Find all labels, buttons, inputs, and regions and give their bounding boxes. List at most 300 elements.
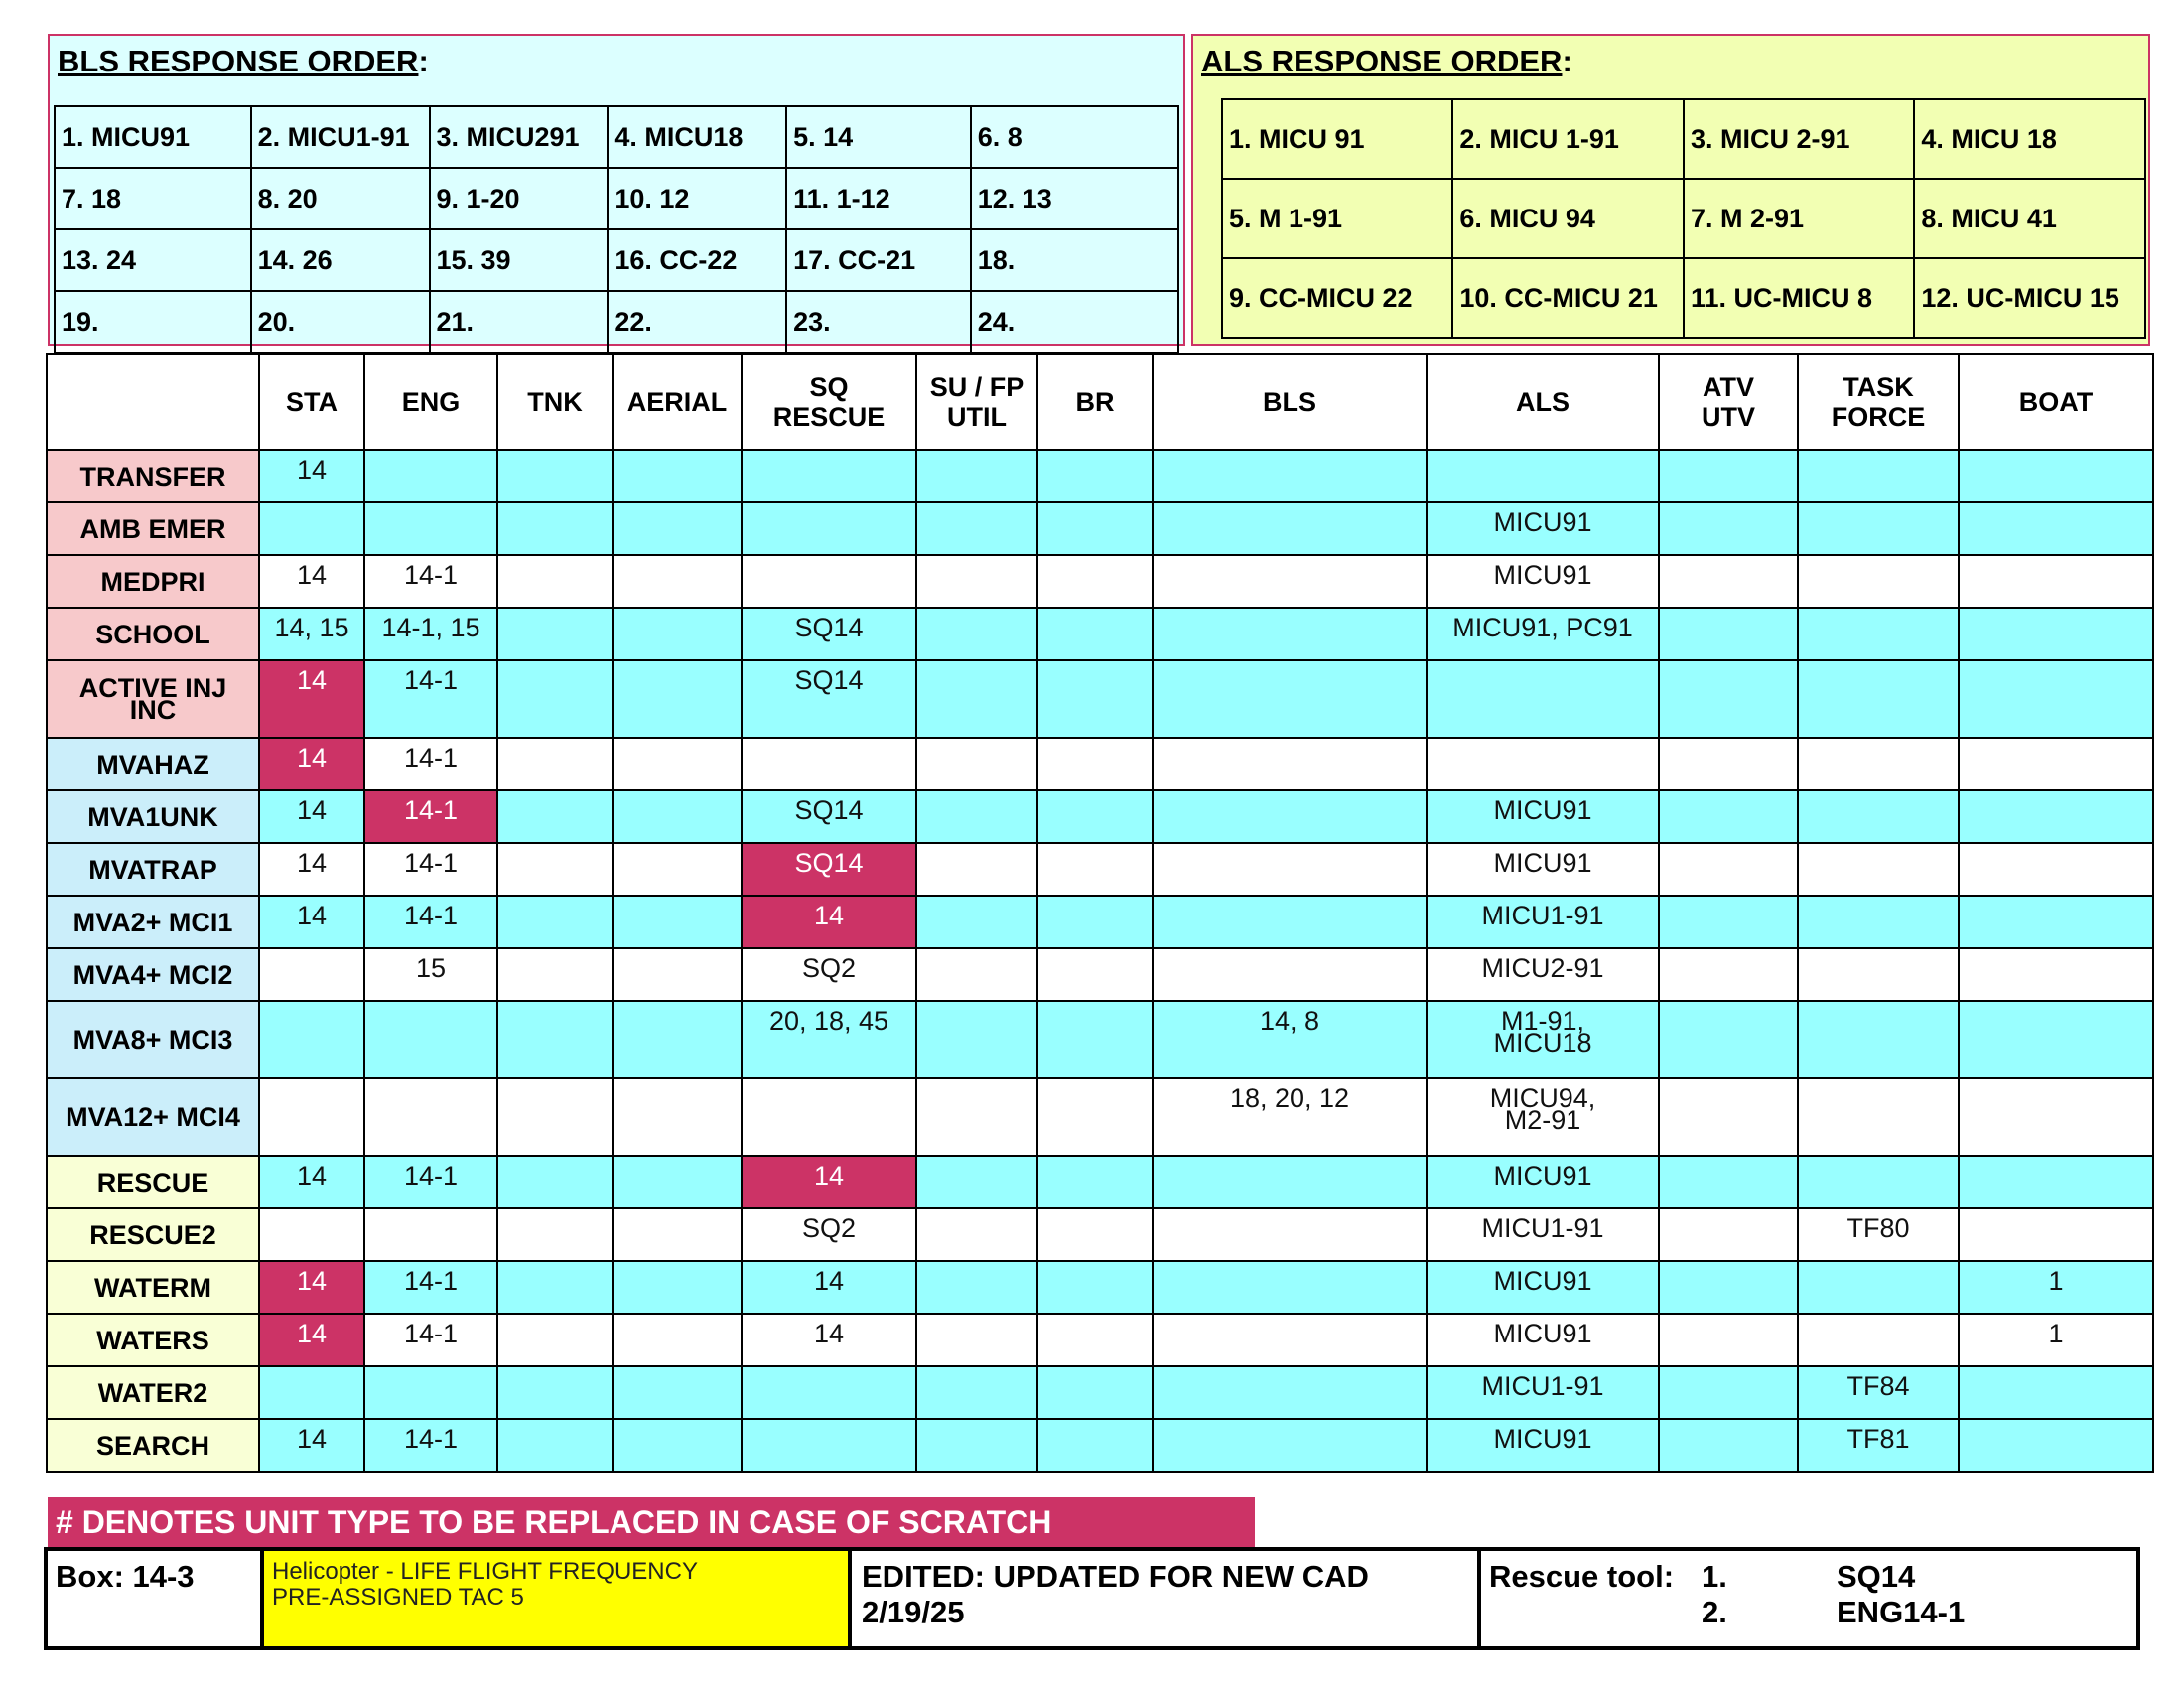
footer-info-bar: [44, 1547, 2140, 1650]
grid-cell: [1798, 1001, 1959, 1078]
grid-cell: [1153, 1366, 1427, 1419]
grid-row: [47, 896, 2153, 948]
grid-cell: [497, 1314, 613, 1366]
grid-column-header: ENG: [364, 354, 497, 450]
grid-cell: MICU1-91: [1427, 1208, 1659, 1261]
grid-cell: [613, 608, 742, 660]
als-order-cell: 3. MICU 2-91: [1684, 99, 1914, 179]
rescue-tool-number: 1.: [1702, 1559, 1727, 1594]
grid-cell: MICU91: [1427, 843, 1659, 896]
grid-cell: 18, 20, 12: [1153, 1078, 1427, 1156]
grid-cell: 14-1: [364, 1261, 497, 1314]
grid-cell: [613, 660, 742, 738]
grid-cell: [742, 1078, 916, 1156]
bls-order-title: BLS RESPONSE ORDER:: [58, 44, 429, 78]
bls-order-row: [55, 291, 1178, 352]
grid-cell: 14: [259, 1261, 364, 1314]
grid-cell: [497, 896, 613, 948]
grid-cell: [1959, 502, 2153, 555]
grid-cell: [1659, 1208, 1798, 1261]
grid-cell: [1798, 843, 1959, 896]
bls-order-row: [55, 106, 1178, 168]
grid-row: [47, 555, 2153, 608]
grid-cell: [1798, 555, 1959, 608]
grid-cell: [1037, 1419, 1153, 1472]
grid-cell: [1659, 555, 1798, 608]
grid-cell: 14-1: [364, 555, 497, 608]
grid-cell: 14: [259, 1419, 364, 1472]
grid-cell: [497, 948, 613, 1001]
grid-cell: [497, 1078, 613, 1156]
grid-row: [47, 1314, 2153, 1366]
grid-cell: MICU94, M2-91: [1427, 1078, 1659, 1156]
grid-cell: SQ14: [742, 608, 916, 660]
grid-cell: 14, 8: [1153, 1001, 1427, 1078]
grid-cell: 14: [259, 1156, 364, 1208]
bls-order-cell: 23.: [786, 291, 971, 352]
grid-cell: [1959, 1078, 2153, 1156]
grid-cell: MICU91: [1427, 1261, 1659, 1314]
grid-cell: [1427, 660, 1659, 738]
grid-cell: [1659, 1261, 1798, 1314]
grid-column-header: BR: [1037, 354, 1153, 450]
grid-cell: [1659, 608, 1798, 660]
grid-cell: 14: [259, 1314, 364, 1366]
grid-cell: 14-1: [364, 1314, 497, 1366]
grid-cell: 14: [259, 790, 364, 843]
als-response-order: [1191, 34, 2150, 346]
bls-order-cell: 24.: [971, 291, 1178, 352]
grid-cell: 1: [1959, 1261, 2153, 1314]
rescue-tool-row-2: [1489, 1595, 2136, 1630]
grid-cell: [497, 1261, 613, 1314]
grid-cell: M1-91, MICU18: [1427, 1001, 1659, 1078]
grid-cell: TF81: [1798, 1419, 1959, 1472]
grid-cell: [259, 1366, 364, 1419]
grid-cell: [1037, 1001, 1153, 1078]
rescue-tool-unit: SQ14: [1837, 1559, 1916, 1594]
grid-cell: 14: [742, 896, 916, 948]
edited-date: 2/19/25: [862, 1595, 965, 1629]
grid-cell: [916, 1156, 1037, 1208]
grid-cell: [1659, 1078, 1798, 1156]
grid-cell: [1153, 896, 1427, 948]
grid-row: [47, 1366, 2153, 1419]
grid-cell: [259, 948, 364, 1001]
grid-cell: [1153, 948, 1427, 1001]
grid-cell: [1798, 660, 1959, 738]
grid-row: [47, 1001, 2153, 1078]
grid-row: [47, 738, 2153, 790]
grid-row: [47, 790, 2153, 843]
grid-cell: [613, 1314, 742, 1366]
grid-cell: 14: [259, 555, 364, 608]
grid-cell: [613, 1366, 742, 1419]
grid-cell: [1659, 660, 1798, 738]
grid-cell: [497, 1419, 613, 1472]
bls-order-cell: 9. 1-20: [430, 168, 609, 229]
rescue-tool-number: 2.: [1702, 1595, 1727, 1629]
grid-cell: [916, 1078, 1037, 1156]
grid-cell: [1959, 1419, 2153, 1472]
grid-cell: [497, 738, 613, 790]
grid-cell: 14-1: [364, 790, 497, 843]
grid-cell: [916, 1314, 1037, 1366]
grid-cell: [1798, 896, 1959, 948]
grid-cell: 15: [364, 948, 497, 1001]
grid-cell: [613, 1208, 742, 1261]
grid-cell: [613, 738, 742, 790]
row-label: ACTIVE INJ INC: [47, 660, 259, 738]
grid-cell: 20, 18, 45: [742, 1001, 916, 1078]
grid-cell: [1659, 1314, 1798, 1366]
row-label: MVA2+ MCI1: [47, 896, 259, 948]
grid-cell: 14-1, 15: [364, 608, 497, 660]
row-label: MVA4+ MCI2: [47, 948, 259, 1001]
grid-cell: [1037, 843, 1153, 896]
grid-cell: MICU91: [1427, 555, 1659, 608]
als-order-cell: 9. CC-MICU 22: [1222, 258, 1452, 338]
grid-cell: [613, 1419, 742, 1472]
bls-order-table: [54, 105, 1179, 353]
bls-order-cell: 17. CC-21: [786, 229, 971, 291]
als-order-cell: 11. UC-MICU 8: [1684, 258, 1914, 338]
grid-cell: [916, 502, 1037, 555]
grid-column-header: STA: [259, 354, 364, 450]
rescue-tool-label: Rescue tool:: [1489, 1559, 1675, 1594]
grid-cell: 14: [742, 1156, 916, 1208]
grid-cell: MICU91, PC91: [1427, 608, 1659, 660]
grid-cell: 14-1: [364, 1419, 497, 1472]
grid-column-header: ATV UTV: [1659, 354, 1798, 450]
grid-column-header: BOAT: [1959, 354, 2153, 450]
grid-cell: [1427, 450, 1659, 502]
grid-cell: [497, 843, 613, 896]
grid-cell: [1659, 1366, 1798, 1419]
bls-order-cell: 20.: [251, 291, 430, 352]
grid-cell: [613, 896, 742, 948]
grid-cell: [497, 502, 613, 555]
als-order-cell: 12. UC-MICU 15: [1914, 258, 2145, 338]
row-label: WATERS: [47, 1314, 259, 1366]
grid-cell: [497, 1366, 613, 1419]
grid-cell: [1659, 896, 1798, 948]
grid-row: [47, 1419, 2153, 1472]
grid-cell: SQ14: [742, 660, 916, 738]
grid-cell: [1659, 1156, 1798, 1208]
als-order-cell: 10. CC-MICU 21: [1452, 258, 1684, 338]
box-number: Box: 14-3: [48, 1551, 264, 1646]
grid-cell: [742, 502, 916, 555]
grid-cell: [613, 1001, 742, 1078]
bls-order-cell: 15. 39: [430, 229, 609, 291]
grid-cell: [916, 843, 1037, 896]
grid-cell: MICU91: [1427, 1419, 1659, 1472]
als-order-cell: 7. M 2-91: [1684, 179, 1914, 258]
grid-row: [47, 1208, 2153, 1261]
grid-cell: [1037, 896, 1153, 948]
rescue-tool-row-1: [1489, 1559, 2136, 1595]
grid-cell: [613, 502, 742, 555]
als-order-row: [1222, 179, 2145, 258]
grid-cell: [1037, 450, 1153, 502]
bls-order-cell: 21.: [430, 291, 609, 352]
grid-column-header: AERIAL: [613, 354, 742, 450]
grid-cell: [742, 1366, 916, 1419]
grid-cell: [1153, 502, 1427, 555]
grid-cell: [613, 555, 742, 608]
grid-row: [47, 608, 2153, 660]
row-label: TRANSFER: [47, 450, 259, 502]
grid-cell: [1959, 948, 2153, 1001]
grid-cell: [1659, 1001, 1798, 1078]
bls-order-cell: 13. 24: [55, 229, 251, 291]
grid-row: [47, 502, 2153, 555]
grid-cell: [916, 1419, 1037, 1472]
bls-response-order: [48, 34, 1185, 346]
grid-row: [47, 1156, 2153, 1208]
grid-cell: [916, 1261, 1037, 1314]
grid-cell: [364, 1001, 497, 1078]
bls-order-cell: 16. CC-22: [608, 229, 786, 291]
grid-cell: [497, 555, 613, 608]
grid-cell: [613, 843, 742, 896]
grid-cell: MICU91: [1427, 1156, 1659, 1208]
grid-cell: [1037, 1078, 1153, 1156]
grid-cell: [1798, 790, 1959, 843]
response-assignment-grid: [46, 353, 2154, 1473]
grid-cell: 14-1: [364, 660, 497, 738]
grid-cell: [1153, 608, 1427, 660]
grid-cell: [613, 450, 742, 502]
grid-cell: [364, 450, 497, 502]
grid-cell: SQ2: [742, 948, 916, 1001]
grid-cell: MICU1-91: [1427, 1366, 1659, 1419]
grid-cell: MICU91: [1427, 502, 1659, 555]
bls-order-cell: 4. MICU18: [608, 106, 786, 168]
grid-cell: [497, 1208, 613, 1261]
grid-cell: SQ14: [742, 843, 916, 896]
als-order-cell: 8. MICU 41: [1914, 179, 2145, 258]
bls-order-row: [55, 229, 1178, 291]
als-order-row: [1222, 258, 2145, 338]
grid-cell: MICU91: [1427, 790, 1659, 843]
grid-cell: MICU91: [1427, 1314, 1659, 1366]
row-label: MEDPRI: [47, 555, 259, 608]
grid-cell: [1153, 790, 1427, 843]
grid-cell: [259, 502, 364, 555]
grid-cell: [1037, 1366, 1153, 1419]
grid-cell: [1153, 1419, 1427, 1472]
bls-order-cell: 18.: [971, 229, 1178, 291]
grid-cell: [1959, 1366, 2153, 1419]
bls-order-cell: 2. MICU1-91: [251, 106, 430, 168]
grid-cell: 14: [259, 896, 364, 948]
grid-cell: [1659, 790, 1798, 843]
grid-cell: [1037, 608, 1153, 660]
grid-cell: [1798, 948, 1959, 1001]
grid-column-header: SQ RESCUE: [742, 354, 916, 450]
grid-cell: [916, 450, 1037, 502]
grid-cell: [497, 660, 613, 738]
grid-cell: 14: [259, 660, 364, 738]
bls-order-cell: 22.: [608, 291, 786, 352]
grid-cell: [916, 1001, 1037, 1078]
grid-cell: SQ14: [742, 790, 916, 843]
bls-order-cell: 7. 18: [55, 168, 251, 229]
grid-cell: [1659, 502, 1798, 555]
grid-cell: [613, 790, 742, 843]
grid-cell: [1037, 1156, 1153, 1208]
grid-cell: [1037, 948, 1153, 1001]
grid-corner-header: [47, 354, 259, 450]
grid-cell: [916, 790, 1037, 843]
als-order-cell: 6. MICU 94: [1452, 179, 1684, 258]
grid-row: [47, 1261, 2153, 1314]
edited-note: [852, 1551, 1481, 1646]
grid-cell: [1037, 1314, 1153, 1366]
grid-cell: [1153, 1261, 1427, 1314]
grid-cell: 14-1: [364, 1156, 497, 1208]
grid-cell: [497, 608, 613, 660]
bls-order-cell: 11. 1-12: [786, 168, 971, 229]
bls-order-cell: 14. 26: [251, 229, 430, 291]
row-label: WATER2: [47, 1366, 259, 1419]
grid-row: [47, 843, 2153, 896]
grid-cell: [1037, 1261, 1153, 1314]
grid-cell: 14, 15: [259, 608, 364, 660]
rescue-tool-unit: ENG14-1: [1837, 1595, 1966, 1629]
grid-cell: SQ2: [742, 1208, 916, 1261]
grid-cell: [916, 1208, 1037, 1261]
grid-cell: [1153, 555, 1427, 608]
grid-cell: 14-1: [364, 738, 497, 790]
grid-cell: [916, 738, 1037, 790]
grid-cell: [1959, 608, 2153, 660]
grid-cell: [916, 608, 1037, 660]
als-order-title: ALS RESPONSE ORDER:: [1201, 44, 1572, 78]
grid-cell: [1798, 502, 1959, 555]
grid-cell: [1798, 738, 1959, 790]
grid-cell: MICU1-91: [1427, 896, 1659, 948]
grid-cell: [916, 555, 1037, 608]
grid-cell: [613, 1078, 742, 1156]
grid-cell: [1037, 790, 1153, 843]
bls-order-cell: 3. MICU291: [430, 106, 609, 168]
bls-order-cell: 5. 14: [786, 106, 971, 168]
grid-cell: [916, 1366, 1037, 1419]
grid-cell: [742, 555, 916, 608]
bls-order-cell: 8. 20: [251, 168, 430, 229]
grid-cell: 14-1: [364, 896, 497, 948]
row-label: WATERM: [47, 1261, 259, 1314]
row-label: MVA12+ MCI4: [47, 1078, 259, 1156]
grid-cell: [1153, 1314, 1427, 1366]
grid-cell: [1959, 896, 2153, 948]
grid-cell: 14: [259, 843, 364, 896]
grid-cell: TF80: [1798, 1208, 1959, 1261]
bls-order-cell: 12. 13: [971, 168, 1178, 229]
grid-cell: [613, 1156, 742, 1208]
row-label: MVA1UNK: [47, 790, 259, 843]
helicopter-info: [264, 1551, 852, 1646]
grid-cell: [1798, 1156, 1959, 1208]
bls-order-cell: 1. MICU91: [55, 106, 251, 168]
grid-column-header: ALS: [1427, 354, 1659, 450]
grid-cell: [1037, 1208, 1153, 1261]
als-order-cell: 1. MICU 91: [1222, 99, 1452, 179]
grid-cell: [1959, 790, 2153, 843]
grid-row: [47, 1078, 2153, 1156]
grid-cell: [1798, 608, 1959, 660]
grid-row: [47, 450, 2153, 502]
grid-cell: [1659, 1419, 1798, 1472]
grid-cell: [1959, 1208, 2153, 1261]
grid-cell: [1659, 450, 1798, 502]
edited-line-1: EDITED: UPDATED FOR NEW CAD: [862, 1559, 1369, 1594]
grid-cell: [1153, 843, 1427, 896]
helicopter-line-1: Helicopter - LIFE FLIGHT FREQUENCY: [272, 1558, 698, 1585]
rescue-tool-info: [1481, 1551, 2136, 1646]
grid-cell: 14-1: [364, 843, 497, 896]
grid-cell: [364, 1078, 497, 1156]
grid-cell: 14: [259, 450, 364, 502]
bls-order-cell: 6. 8: [971, 106, 1178, 168]
grid-cell: [1798, 1078, 1959, 1156]
grid-cell: 14: [742, 1261, 916, 1314]
grid-cell: [1153, 1156, 1427, 1208]
grid-cell: [742, 738, 916, 790]
grid-cell: TF84: [1798, 1366, 1959, 1419]
scratch-note-banner: # DENOTES UNIT TYPE TO BE REPLACED IN CASE OF SCRATCH: [48, 1497, 1255, 1547]
bls-order-cell: 19.: [55, 291, 251, 352]
grid-row: [47, 948, 2153, 1001]
grid-cell: [742, 450, 916, 502]
grid-cell: [497, 450, 613, 502]
row-label: SEARCH: [47, 1419, 259, 1472]
als-order-table: [1221, 98, 2146, 339]
grid-cell: [1798, 1314, 1959, 1366]
grid-cell: [364, 1208, 497, 1261]
grid-cell: [742, 1419, 916, 1472]
grid-cell: 14: [742, 1314, 916, 1366]
grid-cell: [497, 790, 613, 843]
grid-cell: [497, 1156, 613, 1208]
bls-order-cell: 10. 12: [608, 168, 786, 229]
grid-cell: [916, 948, 1037, 1001]
row-label: MVAHAZ: [47, 738, 259, 790]
grid-cell: [613, 1261, 742, 1314]
grid-cell: [1659, 843, 1798, 896]
grid-column-header: TASK FORCE: [1798, 354, 1959, 450]
grid-cell: MICU2-91: [1427, 948, 1659, 1001]
row-label: SCHOOL: [47, 608, 259, 660]
grid-cell: [1037, 502, 1153, 555]
grid-cell: [1959, 1156, 2153, 1208]
row-label: MVATRAP: [47, 843, 259, 896]
als-order-cell: 5. M 1-91: [1222, 179, 1452, 258]
row-label: RESCUE2: [47, 1208, 259, 1261]
grid-cell: [1037, 660, 1153, 738]
grid-cell: [1153, 450, 1427, 502]
als-order-cell: 2. MICU 1-91: [1452, 99, 1684, 179]
grid-cell: [259, 1001, 364, 1078]
helicopter-line-2: PRE-ASSIGNED TAC 5: [272, 1584, 524, 1611]
grid-cell: [1037, 555, 1153, 608]
grid-cell: [1959, 660, 2153, 738]
grid-cell: [497, 1001, 613, 1078]
grid-cell: [1153, 660, 1427, 738]
